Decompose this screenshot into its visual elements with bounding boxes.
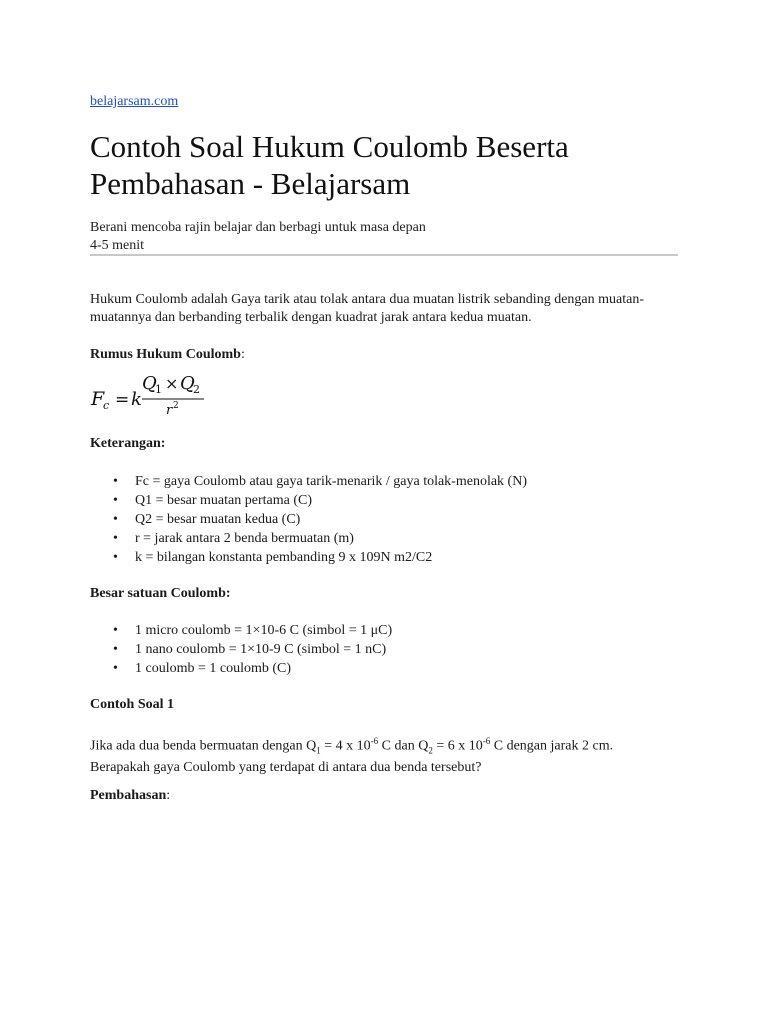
bullet-icon: • xyxy=(113,493,118,508)
rumus-heading: Rumus Hukum Coulomb xyxy=(90,347,241,362)
list-item: • 1 micro coulomb = 1×10-6 C (simbol = 1 μC) xyxy=(113,623,393,638)
list-item: • Fc = gaya Coulomb atau gaya tarik-menarik / gaya tolak-menolak (N) xyxy=(113,474,527,489)
bullet-icon: • xyxy=(113,474,118,489)
formula-q2-sub: 2 xyxy=(193,383,200,396)
pembahasan-line xyxy=(90,787,650,805)
list-item: • 1 coulomb = 1 coulomb (C) xyxy=(113,661,292,676)
formula-r-sup: 2 xyxy=(173,401,179,411)
list-item: • k = bilangan konstanta pembanding 9 x 109N m2/C2 xyxy=(113,550,433,565)
formula-q2: Q xyxy=(180,373,195,394)
pembahasan-colon: : xyxy=(166,788,171,803)
contoh-soal-text: Jika ada dua benda bermuatan dengan $Q_1 = 4$ x $10^{-6}$ C dan $Q_2 = 6$ x $10^{-6}$ C dengan jarak 2 cm. Berapakah gaya Coulomb yang terdapat di antara dua benda tersebut? xyxy=(90,736,614,776)
formula-q1-sub: 1 xyxy=(155,383,162,396)
formula-lhs: F xyxy=(91,388,105,410)
rumus-colon: : xyxy=(240,347,245,362)
formula-q1: Q xyxy=(142,373,157,394)
read-time: 4-5 menit xyxy=(90,238,145,253)
bullet-icon: • xyxy=(113,661,118,676)
formula-equals: = xyxy=(115,390,130,410)
intro-paragraph: Hukum Coulomb adalah Gaya tarik atau tolak antara dua muatan listrik sebanding dengan muatan-muatannya dan berbanding terbalik dengan kuadrat jarak antara kedua muatan. xyxy=(90,292,644,325)
list-item: • r = jarak antara 2 benda bermuatan (m) xyxy=(113,531,354,546)
bullet-icon: • xyxy=(113,531,118,546)
rumus-heading-line xyxy=(90,346,650,364)
keterangan-heading: Keterangan: xyxy=(90,436,166,451)
satuan-list xyxy=(90,621,392,678)
header-divider xyxy=(90,254,678,256)
formula-times: × xyxy=(165,374,179,393)
formula-r: r xyxy=(166,403,173,416)
source-link[interactable]: belajarsam.com xyxy=(90,94,179,109)
formula-lhs-sub: c xyxy=(103,399,110,412)
pembahasan-heading: Pembahasan xyxy=(90,788,167,803)
contoh-soal-heading: Contoh Soal 1 xyxy=(90,697,175,712)
bullet-icon: • xyxy=(113,642,118,657)
list-item: • Q1 = besar muatan pertama (C) xyxy=(113,493,312,508)
article-title: Contoh Soal Hukum Coulomb Beserta Pembahasan - Belajarsam xyxy=(90,129,569,201)
bullet-icon: • xyxy=(113,550,118,565)
list-item: • Q2 = besar muatan kedua (C) xyxy=(113,512,301,527)
keterangan-list xyxy=(90,472,527,567)
satuan-heading: Besar satuan Coulomb: xyxy=(90,586,231,601)
formula-k: k xyxy=(131,389,142,410)
coulomb-formula xyxy=(90,372,220,416)
list-item: • 1 nano coulomb = 1×10-9 C (simbol = 1 nC) xyxy=(113,642,387,657)
bullet-icon: • xyxy=(113,512,118,527)
article-subtitle: Berani mencoba rajin belajar dan berbagi untuk masa depan xyxy=(90,220,426,235)
bullet-icon: • xyxy=(113,623,118,638)
